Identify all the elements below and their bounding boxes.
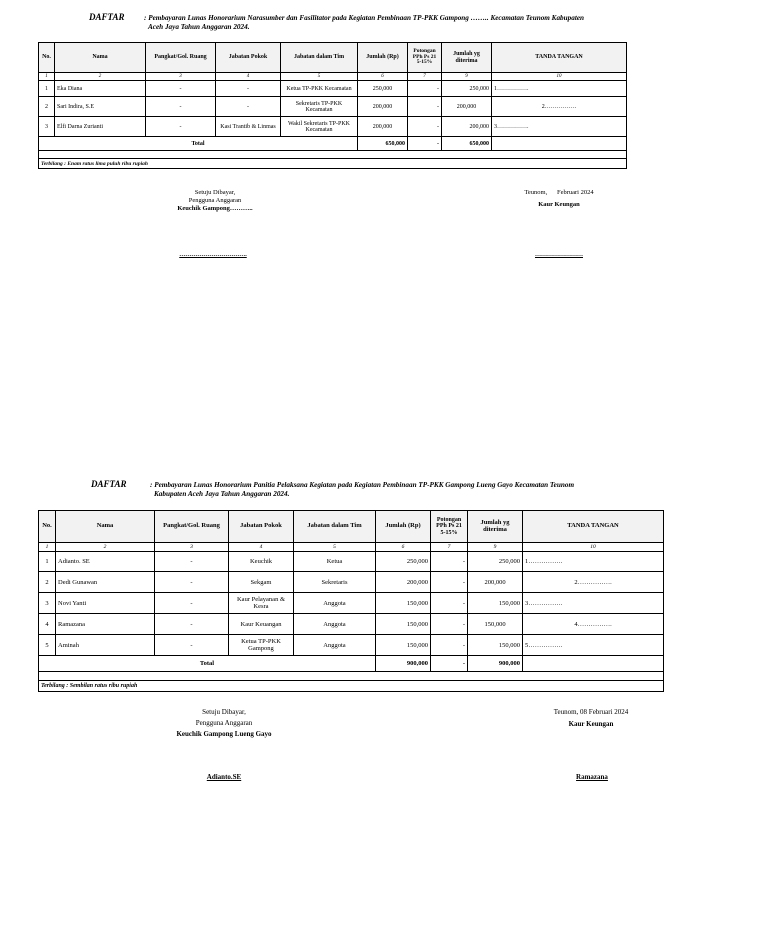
cell-no: 2 (39, 572, 56, 593)
doc1-header-jabatan-pokok: Jabatan Pokok (216, 43, 281, 73)
doc2-colnum: 5 (294, 543, 376, 552)
cell-tanda-tangan: 3……………. (523, 593, 664, 614)
cell-diterima: 200,000 (468, 572, 523, 593)
doc2-table (38, 510, 664, 692)
cell-nama: Aminah (56, 635, 155, 656)
doc1-header-nama: Nama (55, 43, 146, 73)
cell-jumlah: 250,000 (358, 81, 408, 97)
cell-jabatan-tim: Ketua TP-PKK Kecamatan (281, 81, 358, 97)
table-row (39, 593, 664, 614)
doc1-header-tanda-tangan: TANDA TANGAN (492, 43, 627, 73)
doc1-colnum: 5 (281, 73, 358, 81)
cell-no: 5 (39, 635, 56, 656)
doc2-header-row (39, 511, 664, 543)
cell-tanda-tangan: 2……………. (492, 97, 627, 117)
doc2-colnum: 10 (523, 543, 664, 552)
cell-jabatan-pokok: Sekgam (229, 572, 294, 593)
total-diterima: 650,000 (442, 137, 492, 151)
doc1-table (38, 42, 627, 169)
cell-pangkat: - (155, 572, 229, 593)
doc2-left-signer-name: Adianto.SE (206, 773, 242, 781)
cell-jabatan-pokok: Ketua TP-PKK Gampong (229, 635, 294, 656)
total-jumlah: 900,000 (376, 656, 431, 672)
doc2-title-line1: : Pembayaran Lunas Honorarium Panitia Pelaksana Kegiatan pada Kegiatan Pembinaan TP-PKK Gampong Lueng Gayo Kecamatan Teunom (150, 481, 575, 489)
doc1-colnum: 7 (408, 73, 442, 81)
cell-no: 4 (39, 614, 56, 635)
cell-nama: Dedi Gunawan (56, 572, 155, 593)
doc1-colnum: 6 (358, 73, 408, 81)
doc2-header-no: No. (39, 511, 56, 543)
doc1-header-pangkat: Pangkat/Gol. Ruang (146, 43, 216, 73)
sig-line: Pengguna Anggaran (188, 197, 242, 204)
total-diterima: 900,000 (468, 656, 523, 672)
doc2-blank-row (39, 672, 664, 681)
doc1-right-signer-name: …………………… (535, 252, 583, 258)
doc2-total-row (39, 656, 664, 672)
doc2-title-line2: Kabupaten Aceh Jaya Tahun Anggaran 2024. (154, 490, 290, 498)
cell-potongan: - (431, 635, 468, 656)
terbilang-text: Terbilang : Sembilan ratus ribu rupiah (39, 681, 664, 692)
doc1-header-row (39, 43, 627, 73)
sig-line: Kaur Keungan (568, 720, 614, 728)
table-row (39, 81, 627, 97)
cell-pangkat: - (146, 81, 216, 97)
sig-line: Teunom, Februari 2024 (524, 189, 594, 196)
doc1-header-jabatan-tim: Jabatan dalam Tim (281, 43, 358, 73)
cell-nama: Novi Yanti (56, 593, 155, 614)
cell-nama: Adianto. SE (56, 552, 155, 572)
cell-tanda-tangan: 3……………. (492, 117, 627, 137)
cell-no: 1 (39, 81, 55, 97)
sig-line: Keuchik Gampong……….. (177, 205, 253, 212)
doc1-header-potongan: Potongan PPh Ps 21 5-15% (408, 43, 442, 73)
doc2-header-tanda-tangan: TANDA TANGAN (523, 511, 664, 543)
doc1-terbilang-row (39, 159, 627, 169)
table-row (39, 572, 664, 593)
cell-jumlah: 250,000 (376, 552, 431, 572)
doc1-left-signer-name: ……………………………. (179, 252, 247, 258)
cell-tanda-tangan: 4……………. (523, 614, 664, 635)
cell-jabatan-tim: Sekretaris TP-PKK Kecamatan (281, 97, 358, 117)
cell-potongan: - (431, 593, 468, 614)
total-label: Total (39, 137, 358, 151)
cell-jabatan-pokok: Kasi Trantib & Linmas (216, 117, 281, 137)
cell-potongan: - (431, 614, 468, 635)
doc1-daftar-label: DAFTAR (89, 12, 125, 22)
doc2-header-diterima: Jumlah yg diterima (468, 511, 523, 543)
cell-potongan: - (431, 572, 468, 593)
cell-jabatan-pokok: Kaur Keuangan (229, 614, 294, 635)
cell-pangkat: - (155, 635, 229, 656)
cell-pangkat: - (155, 552, 229, 572)
sig-line: Setuju Dibayar, (194, 189, 236, 196)
cell-pangkat: - (155, 614, 229, 635)
cell-nama: Eka Diana (55, 81, 146, 97)
cell-diterima: 150,000 (468, 614, 523, 635)
doc1-header-jumlah: Jumlah (Rp) (358, 43, 408, 73)
doc2-header-nama: Nama (56, 511, 155, 543)
total-potongan: - (431, 656, 468, 672)
cell-nama: Ramazana (56, 614, 155, 635)
cell-no: 3 (39, 593, 56, 614)
cell-potongan: - (408, 97, 442, 117)
cell-jabatan-tim: Anggota (294, 635, 376, 656)
cell-diterima: 250,000 (442, 81, 492, 97)
doc1-title-line2: Aceh Jaya Tahun Anggaran 2024. (148, 23, 250, 31)
doc1-colnum: 2 (55, 73, 146, 81)
sig-line: Setuju Dibayar, (202, 708, 246, 716)
cell-jabatan-pokok: Keuchik (229, 552, 294, 572)
doc1-colnum: 4 (216, 73, 281, 81)
total-jumlah: 650,000 (358, 137, 408, 151)
doc2-colnum: 7 (431, 543, 468, 552)
cell-potongan: - (408, 81, 442, 97)
doc2-daftar-label: DAFTAR (91, 479, 127, 489)
cell-no: 3 (39, 117, 55, 137)
doc2-colnum: 4 (229, 543, 294, 552)
doc2-colnum: 2 (56, 543, 155, 552)
cell-jumlah: 200,000 (358, 97, 408, 117)
doc2-column-number-row (39, 543, 664, 552)
doc1-left-signature (150, 189, 280, 213)
cell-diterima: 200,000 (442, 117, 492, 137)
doc1-colnum: 1 (39, 73, 55, 81)
total-label: Total (39, 656, 376, 672)
cell-tanda-tangan: 2……………. (523, 572, 664, 593)
cell-diterima: 250,000 (468, 552, 523, 572)
cell-jumlah: 200,000 (358, 117, 408, 137)
cell-diterima: 200,000 (442, 97, 492, 117)
doc1-colnum: 10 (492, 73, 627, 81)
total-potongan: - (408, 137, 442, 151)
cell-jabatan-tim: Wakil Sekretaris TP-PKK Kecamatan (281, 117, 358, 137)
doc1-title (144, 14, 644, 32)
cell-nama: Elfi Darna Zurianti (55, 117, 146, 137)
table-row (39, 614, 664, 635)
sig-line: Keuchik Gampong Lueng Gayo (176, 730, 272, 738)
doc2-header-jabatan-pokok: Jabatan Pokok (229, 511, 294, 543)
doc1-column-number-row (39, 73, 627, 81)
cell-potongan: - (408, 117, 442, 137)
cell-jabatan-tim: Sekretaris (294, 572, 376, 593)
blank-cell (39, 672, 664, 681)
doc1-title-line1: : Pembayaran Lunas Honorarium Narasumber dan Fasilitator pada Kegiatan Pembinaan TP-PKK Gampong …….. Kecamatan Teunom Kabupaten (144, 14, 585, 22)
sig-line: Pengguna Anggaran (195, 719, 253, 727)
table-row (39, 97, 627, 117)
doc2-header-potongan: Potongan PPh Ps 21 5-15% (431, 511, 468, 543)
sig-line: Kaur Keungan (538, 201, 580, 208)
cell-tanda-tangan: 5……………. (523, 635, 664, 656)
cell-jabatan-tim: Anggota (294, 593, 376, 614)
doc2-header-jabatan-tim: Jabatan dalam Tim (294, 511, 376, 543)
doc2-colnum: 1 (39, 543, 56, 552)
cell-jumlah: 150,000 (376, 593, 431, 614)
terbilang-text: Terbilang : Enam ratus lima puluh ribu rupiah (39, 159, 627, 169)
total-empty (492, 137, 627, 151)
doc2-colnum: 9 (468, 543, 523, 552)
blank-cell (39, 151, 627, 159)
table-row (39, 117, 627, 137)
cell-tanda-tangan: 1……………. (523, 552, 664, 572)
cell-no: 2 (39, 97, 55, 117)
doc2-left-signature (160, 707, 288, 740)
cell-potongan: - (431, 552, 468, 572)
cell-tanda-tangan: 1……………. (492, 81, 627, 97)
sig-line: Teunom, 08 Februari 2024 (553, 708, 629, 716)
cell-diterima: 150,000 (468, 635, 523, 656)
cell-diterima: 150,000 (468, 593, 523, 614)
doc1-total-row (39, 137, 627, 151)
cell-pangkat: - (155, 593, 229, 614)
doc2-header-jumlah: Jumlah (Rp) (376, 511, 431, 543)
cell-jabatan-pokok: - (216, 97, 281, 117)
doc2-terbilang-row (39, 681, 664, 692)
cell-pangkat: - (146, 97, 216, 117)
doc2-title (150, 481, 670, 499)
cell-jumlah: 150,000 (376, 614, 431, 635)
cell-nama: Sari Indira, S.E (55, 97, 146, 117)
doc1-right-signature (500, 189, 618, 209)
cell-jabatan-pokok: - (216, 81, 281, 97)
doc2-right-signature (535, 707, 647, 730)
doc1-colnum: 3 (146, 73, 216, 81)
doc2-colnum: 6 (376, 543, 431, 552)
total-empty (523, 656, 664, 672)
cell-jumlah: 200,000 (376, 572, 431, 593)
doc2-right-signer-name: Ramazana (576, 773, 608, 781)
doc1-colnum: 9 (442, 73, 492, 81)
doc1-blank-row (39, 151, 627, 159)
table-row (39, 635, 664, 656)
table-row (39, 552, 664, 572)
cell-jabatan-pokok: Kaur Pelayanan & Kesra (229, 593, 294, 614)
cell-jumlah: 150,000 (376, 635, 431, 656)
doc1-header-no: No. (39, 43, 55, 73)
cell-jabatan-tim: Anggota (294, 614, 376, 635)
cell-pangkat: - (146, 117, 216, 137)
cell-jabatan-tim: Ketua (294, 552, 376, 572)
doc1-header-diterima: Jumlah yg diterima (442, 43, 492, 73)
cell-no: 1 (39, 552, 56, 572)
doc2-colnum: 3 (155, 543, 229, 552)
doc2-header-pangkat: Pangkat/Gol. Ruang (155, 511, 229, 543)
